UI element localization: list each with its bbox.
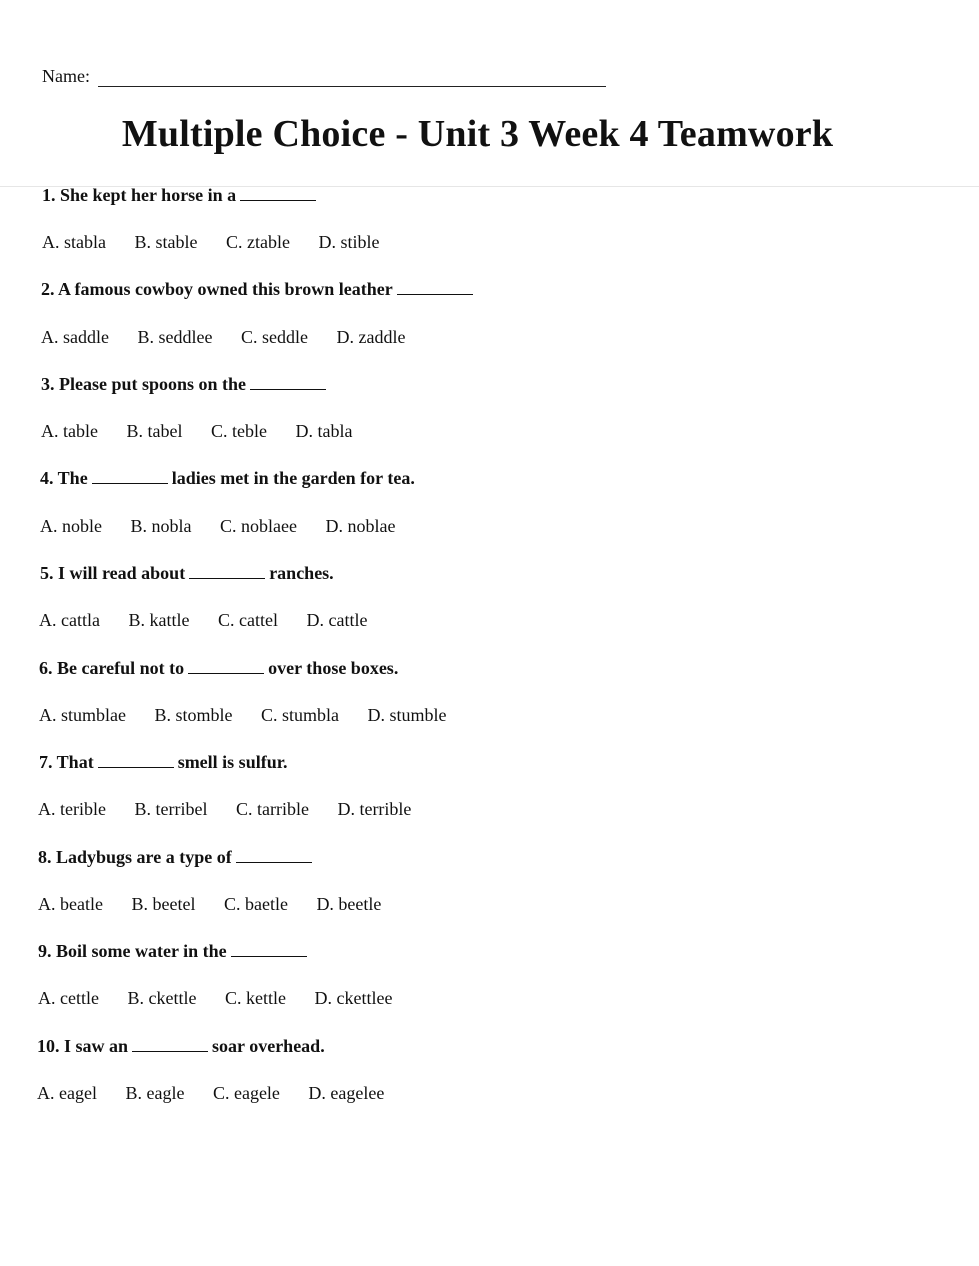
question-5 <box>40 563 334 584</box>
option-a[interactable]: A. cettle <box>38 988 99 1008</box>
answer-blank <box>92 482 168 484</box>
question-text: 3. Please put spoons on the <box>41 374 247 394</box>
question-text: 9. Boil some water in the <box>38 941 227 961</box>
options-2 <box>41 327 405 348</box>
option-c[interactable]: C. eagele <box>212 1083 280 1103</box>
answer-blank <box>132 1050 208 1052</box>
answer-blank <box>397 293 473 295</box>
options-3 <box>41 421 352 442</box>
options-4 <box>40 516 395 537</box>
option-b[interactable]: B. ckettle <box>127 988 197 1008</box>
option-c[interactable]: C. cattel <box>217 610 278 630</box>
option-b[interactable]: B. kattle <box>128 610 190 630</box>
question-text: 1. She kept her horse in a <box>42 185 237 205</box>
option-a[interactable]: A. saddle <box>41 327 109 347</box>
option-b[interactable]: B. stable <box>134 232 198 252</box>
option-c[interactable]: C. stumbla <box>261 705 340 725</box>
option-b[interactable]: B. terribel <box>134 799 208 819</box>
question-text: 4. The <box>40 468 88 488</box>
options-10 <box>37 1083 384 1104</box>
question-text: 2. A famous cowboy owned this brown leather <box>41 279 393 299</box>
option-d[interactable]: D. beetle <box>316 894 382 914</box>
question-6 <box>39 658 398 679</box>
option-c[interactable]: C. noblaee <box>220 516 297 536</box>
option-d[interactable]: D. stible <box>318 232 380 252</box>
answer-blank <box>250 388 326 390</box>
question-text-after: soar overhead. <box>212 1036 325 1056</box>
question-text: 5. I will read about <box>40 563 186 583</box>
question-4 <box>40 468 415 489</box>
options-1 <box>42 232 379 253</box>
answer-blank <box>231 955 307 957</box>
question-text: 6. Be careful not to <box>39 658 185 678</box>
option-a[interactable]: A. eagel <box>37 1083 97 1103</box>
question-8 <box>38 847 312 868</box>
option-c[interactable]: C. kettle <box>224 988 286 1008</box>
options-9 <box>38 988 392 1009</box>
question-text-after: ladies met in the garden for tea. <box>171 468 415 488</box>
name-blank-line[interactable] <box>98 86 606 87</box>
answer-blank <box>189 577 265 579</box>
option-a[interactable]: A. stumblae <box>39 705 126 725</box>
option-d[interactable]: D. terrible <box>337 799 412 819</box>
option-d[interactable]: D. noblae <box>325 516 396 536</box>
option-d[interactable]: D. zaddle <box>336 327 406 347</box>
option-b[interactable]: B. eagle <box>125 1083 185 1103</box>
option-c[interactable]: C. ztable <box>225 232 290 252</box>
options-7 <box>38 799 411 820</box>
option-d[interactable]: D. cattle <box>306 610 368 630</box>
question-9 <box>38 941 307 962</box>
option-c[interactable]: C. tarrible <box>235 799 309 819</box>
option-a[interactable]: A. stabla <box>42 232 106 252</box>
option-a[interactable]: A. noble <box>40 516 102 536</box>
question-text-after: ranches. <box>269 563 334 583</box>
question-text-after: smell is sulfur. <box>177 752 288 772</box>
option-c[interactable]: C. baetle <box>223 894 288 914</box>
answer-blank <box>98 766 174 768</box>
answer-blank <box>188 672 264 674</box>
option-a[interactable]: A. cattla <box>39 610 100 630</box>
question-text-after: over those boxes. <box>268 658 399 678</box>
option-b[interactable]: B. beetel <box>131 894 196 914</box>
question-text: 10. I saw an <box>37 1036 129 1056</box>
question-2 <box>41 279 473 300</box>
answer-blank <box>236 861 312 863</box>
option-a[interactable]: A. table <box>41 421 98 441</box>
options-6 <box>39 705 447 726</box>
answer-blank <box>240 199 316 201</box>
options-5 <box>39 610 367 631</box>
option-a[interactable]: A. terible <box>38 799 106 819</box>
option-d[interactable]: D. eagelee <box>308 1083 385 1103</box>
option-c[interactable]: C. seddle <box>240 327 308 347</box>
page-title: Multiple Choice - Unit 3 Week 4 Teamwork <box>121 113 834 155</box>
name-label: Name: <box>42 66 90 86</box>
option-b[interactable]: B. nobla <box>130 516 192 536</box>
name-row <box>42 64 612 90</box>
question-7 <box>39 752 288 773</box>
option-b[interactable]: B. stomble <box>154 705 233 725</box>
question-10 <box>37 1036 325 1057</box>
question-3 <box>41 374 326 395</box>
option-d[interactable]: D. stumble <box>367 705 447 725</box>
option-a[interactable]: A. beatle <box>38 894 103 914</box>
option-d[interactable]: D. tabla <box>295 421 353 441</box>
question-1 <box>42 185 316 206</box>
options-8 <box>38 894 381 915</box>
option-b[interactable]: B. tabel <box>126 421 183 441</box>
question-text: 7. That <box>39 752 94 772</box>
option-c[interactable]: C. teble <box>210 421 267 441</box>
option-d[interactable]: D. ckettlee <box>314 988 393 1008</box>
option-b[interactable]: B. seddlee <box>137 327 213 347</box>
question-text: 8. Ladybugs are a type of <box>38 847 232 867</box>
